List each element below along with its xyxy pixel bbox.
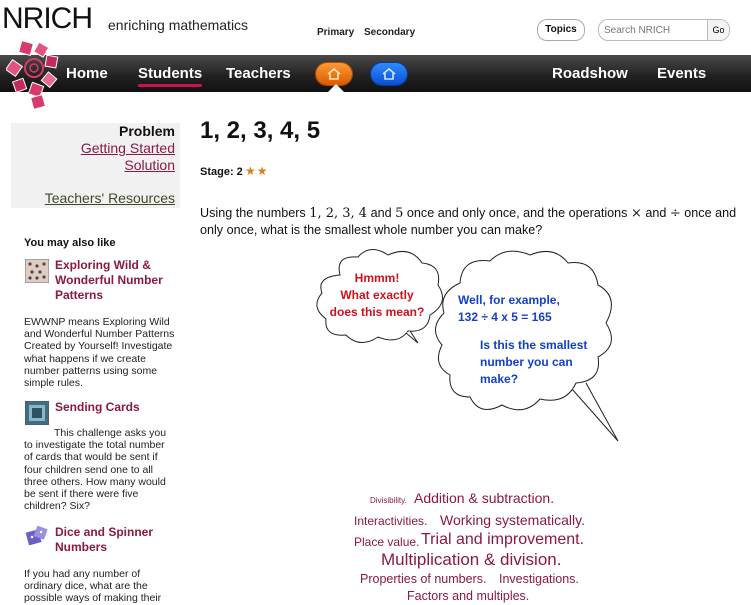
- related-desc-sending-cards: This challenge asks you to investigate the total number of cards that would be sent if four children send one to all three others. How many would be sent if there were five children? Six?: [24, 427, 167, 513]
- blue-bubble-line: make?: [480, 372, 519, 386]
- related-title-sending-cards[interactable]: Sending Cards: [55, 400, 140, 414]
- problem-nav-panel: [11, 123, 180, 208]
- red-bubble-line: What exactly: [340, 288, 414, 302]
- nav-teachers[interactable]: Teachers: [226, 65, 291, 82]
- tag-link[interactable]: Factors and multiples.: [407, 589, 530, 603]
- question-five: 5: [395, 206, 404, 221]
- problem-question: [200, 205, 740, 239]
- question-text-2: once and only once, and the operations: [406, 206, 628, 220]
- problem-link[interactable]: Problem: [118, 123, 175, 139]
- home-icon: [327, 68, 341, 80]
- tag-link[interactable]: Investigations.: [499, 572, 579, 586]
- dice-icon[interactable]: [25, 525, 49, 549]
- site-logo-text[interactable]: NRICH: [2, 2, 92, 35]
- red-bubble-line: does this mean?: [329, 305, 425, 319]
- related-desc-dice-spinner: If you had any number of ordinary dice, what are the possible ways of making their: [24, 568, 162, 605]
- page-title: 1, 2, 3, 4, 5: [200, 117, 321, 144]
- blue-bubble-line: number you can: [480, 355, 573, 369]
- stage-stars-icon: ★★: [245, 164, 269, 178]
- blue-bubble-line: Is this the smallest: [480, 338, 588, 352]
- related-title-dice-spinner[interactable]: Dice and Spinner Numbers: [55, 525, 154, 554]
- tag-link[interactable]: Trial and improvement.: [421, 531, 585, 548]
- red-bubble-text: [324, 270, 430, 321]
- nav-events[interactable]: Events: [657, 65, 707, 82]
- question-and-2: and: [645, 206, 667, 220]
- teachers-resources-link[interactable]: Teachers' Resources: [44, 190, 175, 206]
- question-numbers: 1, 2, 3, 4: [309, 206, 368, 221]
- times-symbol: ×: [630, 206, 642, 221]
- tag-link[interactable]: Place value.: [354, 535, 420, 549]
- question-text-3: once and only once, what is the smallest whole number you can make?: [200, 206, 737, 237]
- tag-link[interactable]: Multiplication & division.: [381, 550, 562, 569]
- site-tagline: enriching mathematics: [108, 17, 249, 33]
- divide-symbol: ÷: [669, 206, 681, 221]
- tag-link[interactable]: Working systematically.: [440, 512, 585, 528]
- getting-started-link[interactable]: Getting Started: [80, 140, 175, 156]
- solution-link[interactable]: Solution: [124, 157, 175, 173]
- tag-link[interactable]: Divisibility.: [370, 496, 407, 505]
- search-go-button[interactable]: Go: [707, 20, 729, 40]
- tag-link[interactable]: Addition & subtraction.: [414, 490, 555, 506]
- search-input[interactable]: [602, 22, 706, 38]
- tag-link[interactable]: Properties of numbers.: [360, 572, 487, 586]
- nav-students[interactable]: Students: [138, 65, 203, 82]
- blue-bubble-line: 132 ÷ 4 x 5 = 165: [458, 310, 552, 324]
- nrich-logo-icon[interactable]: [6, 40, 64, 112]
- stage-label: Stage: 2: [200, 166, 243, 178]
- primary-home-button[interactable]: [316, 63, 352, 85]
- blue-bubble-line: Well, for example,: [458, 293, 560, 307]
- cards-icon[interactable]: [25, 401, 49, 425]
- primary-label[interactable]: Primary: [317, 27, 355, 38]
- topics-button[interactable]: Topics: [537, 19, 585, 41]
- search-box: [598, 19, 730, 41]
- you-may-also-like-heading: You may also like: [24, 237, 116, 249]
- related-desc-wild-patterns: EWWNP means Exploring Wild and Wonderful Number Patterns Created by Yourself! Investigate what happens if we create number patterns using some simple rules.: [24, 316, 175, 390]
- secondary-label[interactable]: Secondary: [364, 27, 416, 38]
- secondary-home-button[interactable]: [371, 63, 407, 85]
- question-and: and: [370, 206, 392, 220]
- tag-link[interactable]: Interactivities.: [354, 514, 428, 528]
- speech-bubbles-illustration: [310, 245, 640, 450]
- nav-roadshow[interactable]: Roadshow: [552, 65, 628, 82]
- number-pattern-icon[interactable]: [25, 259, 49, 283]
- nav-home[interactable]: Home: [66, 65, 108, 82]
- related-title-wild-patterns[interactable]: Exploring Wild & Wonderful Number Patterns: [55, 258, 163, 302]
- red-bubble-line: Hmmm!: [354, 271, 400, 285]
- question-text-1: Using the numbers: [200, 206, 306, 220]
- nav-pointer: [328, 84, 344, 92]
- home-icon: [382, 68, 396, 80]
